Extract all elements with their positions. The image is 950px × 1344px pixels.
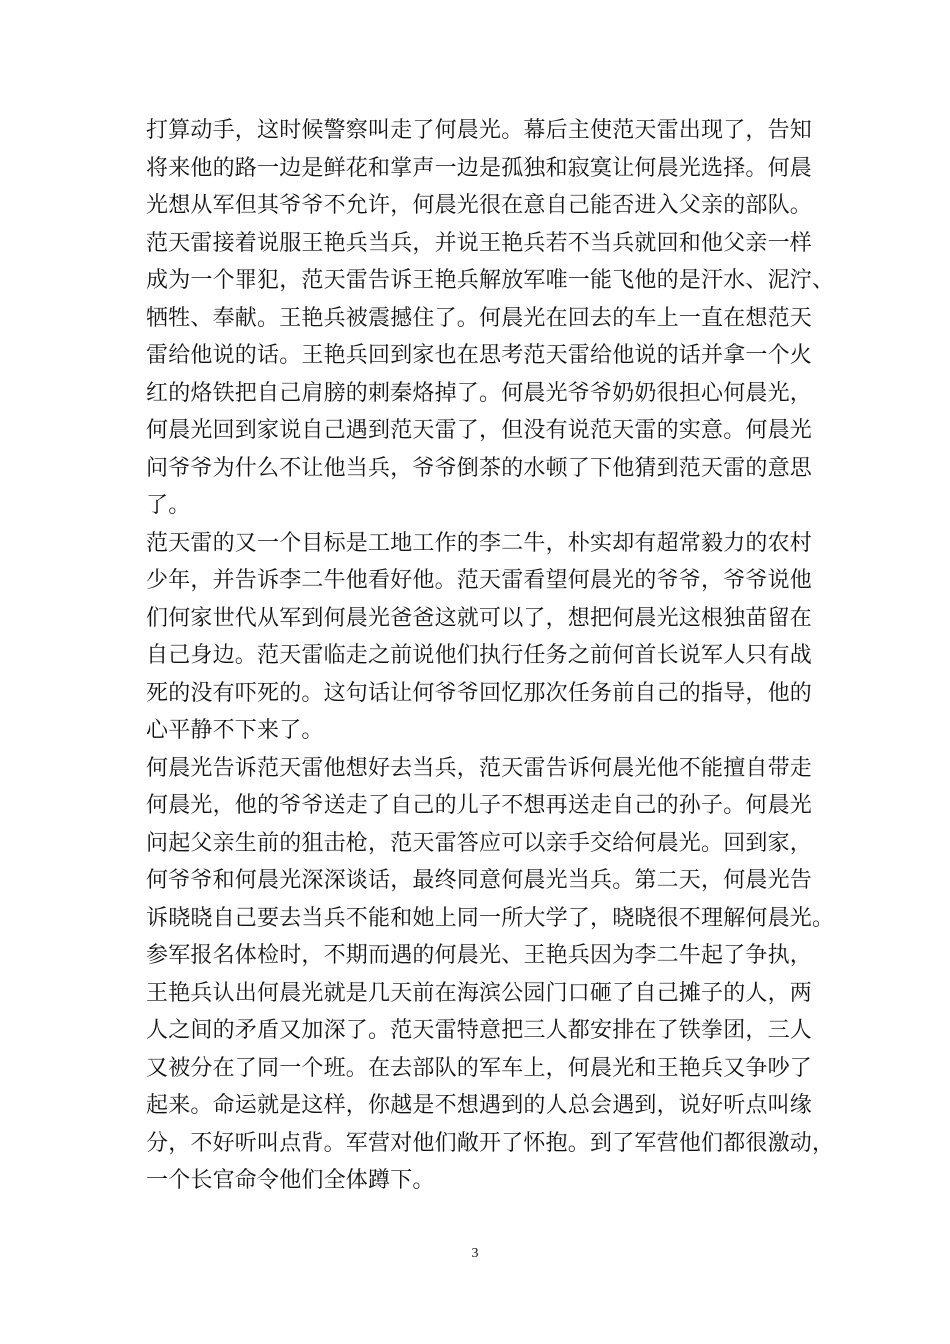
text-line: 们何家世代从军到何晨光爸爸这就可以了，想把何晨光这根独苗留在 [146, 605, 813, 631]
text-line: 成为一个罪犯，范天雷告诉王艳兵解放军唯一能飞他的是汗水、泥泞、 [146, 268, 835, 293]
text-line: 问起父亲生前的狙击枪，范天雷答应可以亲手交给何晨光。回到家， [146, 830, 813, 856]
text-line: 心平静不下来了。 [146, 718, 324, 743]
page-number: 3 [471, 1246, 479, 1261]
text-line: 范天雷的又一个目标是工地工作的李二牛，朴实却有超常毅力的农村 [146, 530, 813, 556]
text-line: 了。 [146, 493, 191, 518]
text-line: 何晨光告诉范天雷他想好去当兵，范天雷告诉何晨光他不能擅自带走 [146, 755, 813, 781]
text-line: 分，不好听叫点背。军营对他们敞开了怀抱。到了军营他们都很激动， [146, 1130, 835, 1156]
text-line: 死的没有吓死的。这句话让何爷爷回忆那次任务前自己的指导，他的 [146, 680, 813, 706]
text-line: 何爷爷和何晨光深深谈话，最终同意何晨光当兵。第二天，何晨光告 [146, 868, 813, 893]
body-text [146, 112, 835, 1200]
text-line: 雷给他说的话。王艳兵回到家也在思考范天雷给他说的话并拿一个火 [146, 343, 813, 368]
text-line: 自己身边。范天雷临走之前说他们执行任务之前何首长说军人只有战 [146, 643, 813, 668]
text-line: 牺牲、奉献。王艳兵被震撼住了。何晨光在回去的车上一直在想范天 [146, 305, 813, 331]
text-line: 何晨光，他的爷爷送走了自己的儿子不想再送走自己的孙子。何晨光 [146, 793, 813, 818]
text-line: 何晨光回到家说自己遇到范天雷了，但没有说范天雷的实意。何晨光 [146, 418, 813, 443]
text-line: 一个长官命令他们全体蹲下。 [146, 1168, 435, 1193]
text-line: 诉晓晓自己要去当兵不能和她上同一所大学了，晓晓很不理解何晨光。 [146, 905, 835, 931]
text-line: 打算动手，这时候警察叫走了何晨光。幕后主使范天雷出现了，告知 [146, 118, 813, 143]
text-line: 问爷爷为什么不让他当兵，爷爷倒茶的水顿了下他猜到范天雷的意思 [146, 455, 813, 481]
text-line: 王艳兵认出何晨光就是几天前在海滨公园门口砸了自己摊子的人，两 [146, 980, 813, 1006]
text-line: 红的烙铁把自己肩膀的刺秦烙掉了。何晨光爷爷奶奶很担心何晨光， [146, 380, 813, 406]
text-line: 少年，并告诉李二牛他看好他。范天雷看望何晨光的爷爷，爷爷说他 [146, 568, 813, 593]
text-line: 起来。命运就是这样，你越是不想遇到的人总会遇到，说好听点叫缘 [146, 1093, 813, 1118]
text-line: 人之间的矛盾又加深了。范天雷特意把三人都安排在了铁拳团，三人 [146, 1018, 813, 1043]
text-line: 光想从军但其爷爷不允许，何晨光很在意自己能否进入父亲的部队。 [146, 193, 813, 218]
text-line: 参军报名体检时，不期而遇的何晨光、王艳兵因为李二牛起了争执， [146, 943, 813, 968]
text-line: 又被分在了同一个班。在去部队的军车上，何晨光和王艳兵又争吵了 [146, 1055, 813, 1081]
text-line: 将来他的路一边是鲜花和掌声一边是孤独和寂寞让何晨光选择。何晨 [146, 155, 813, 181]
text-line: 范天雷接着说服王艳兵当兵，并说王艳兵若不当兵就回和他父亲一样 [146, 230, 813, 256]
